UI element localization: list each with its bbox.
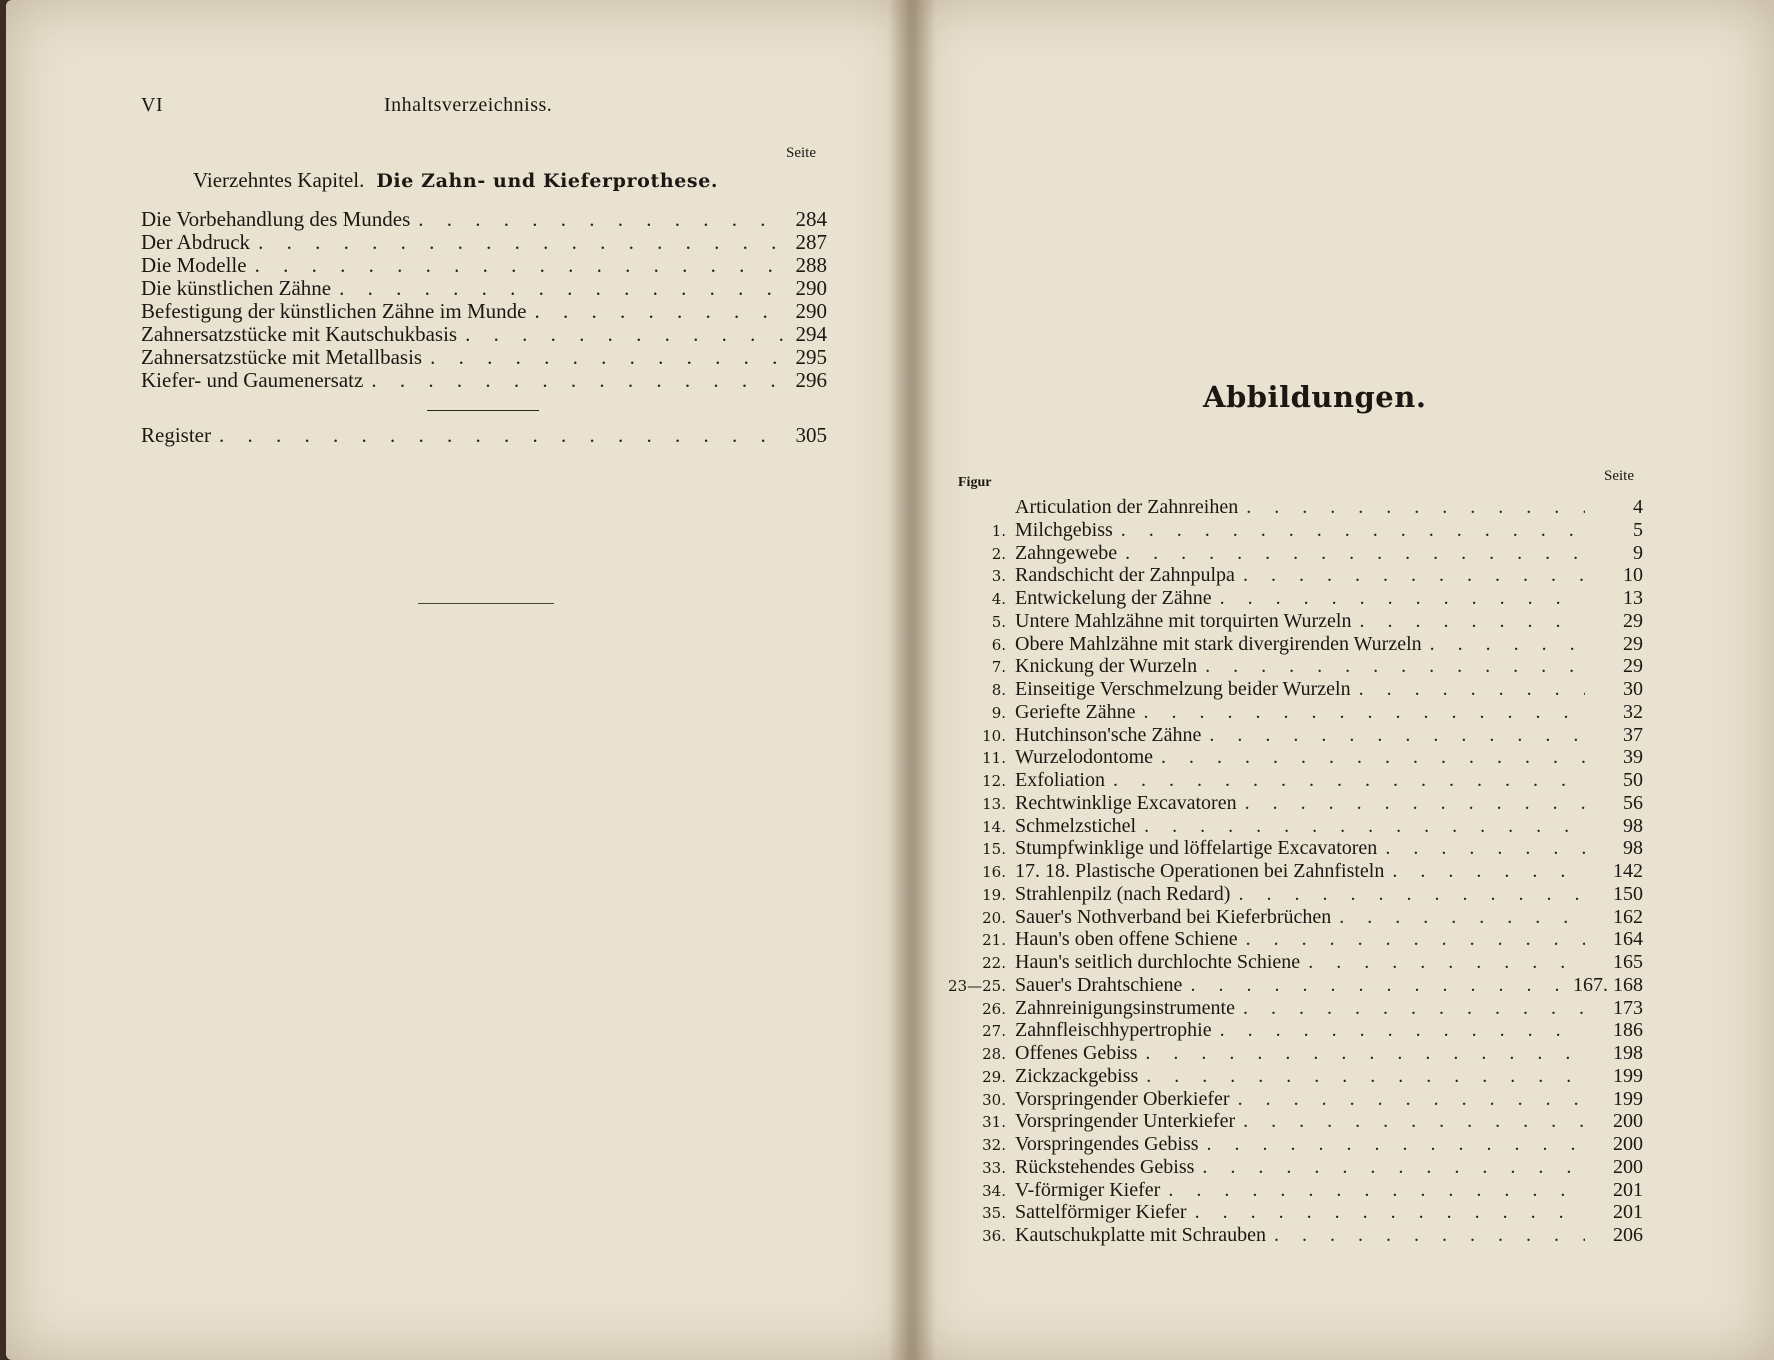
figure-page: 5	[1633, 518, 1643, 541]
register-entry[interactable]: Register . . . 305	[141, 424, 827, 447]
figure-number: 7.	[991, 658, 1006, 677]
figure-number: 15.	[982, 840, 1006, 859]
figure-number: 31.	[982, 1113, 1006, 1132]
figure-number: 5.	[991, 612, 1006, 631]
figure-title: Vorspringender Oberkiefer	[1015, 1087, 1230, 1110]
figure-title: Obere Mahlzähne mit stark divergirenden Wurzeln	[1015, 632, 1422, 655]
figure-title: Strahlenpilz (nach Redard)	[1015, 882, 1231, 905]
figure-number: 2.	[991, 544, 1006, 563]
figure-entry[interactable]	[948, 928, 1643, 951]
figure-entry[interactable]	[948, 906, 1643, 929]
figure-page: 10	[1623, 564, 1643, 587]
figure-title: Stumpfwinklige und löffelartige Excavatoren	[1015, 837, 1378, 860]
figure-title: Wurzelodontome	[1015, 746, 1154, 769]
seite-label-right: Seite	[1604, 468, 1634, 484]
figure-entry[interactable]	[948, 678, 1643, 701]
figure-number: 28.	[982, 1045, 1006, 1063]
figure-entry[interactable]	[948, 542, 1643, 565]
figure-page: 199	[1613, 1087, 1643, 1110]
figure-entry[interactable]	[948, 1179, 1643, 1202]
figure-title: Vorspringender Unterkiefer	[1015, 1110, 1236, 1133]
figure-entry[interactable]	[948, 610, 1643, 633]
figur-label: Figur	[958, 475, 992, 490]
figure-title: Zickzackgebiss	[1015, 1064, 1139, 1087]
book-gutter	[888, 0, 936, 1360]
chapter-label: Vierzehntes Kapitel.	[193, 168, 365, 192]
toc-list	[141, 208, 827, 392]
figure-number: 12.	[982, 772, 1006, 790]
figure-page: 29	[1623, 655, 1643, 678]
figure-number: 26.	[982, 999, 1006, 1018]
figure-entry[interactable]	[948, 1042, 1643, 1065]
figure-page: 199	[1613, 1064, 1643, 1087]
figure-title: Zahngewebe	[1015, 541, 1118, 564]
figure-number: 33.	[982, 1158, 1006, 1177]
toc-entry[interactable]: Zahnersatzstücke mit Metallbasis . . . 295	[141, 346, 827, 369]
figure-title: Exfoliation	[1015, 769, 1105, 791]
figure-title: Einseitige Verschmelzung beider Wurzeln	[1015, 678, 1351, 700]
chapter-title: Die Zahn- und Kieferprothese.	[376, 170, 719, 192]
figure-page: 200	[1613, 1155, 1643, 1178]
figure-title: Vorspringendes Gebiss	[1015, 1133, 1199, 1155]
toc-entry[interactable]: Befestigung der künstlichen Zähne im Munde . . . 290	[141, 300, 827, 323]
figure-entry[interactable]	[948, 1088, 1643, 1111]
figure-entry[interactable]	[948, 1019, 1643, 1042]
figure-page: 150	[1613, 882, 1643, 905]
figure-number: 30.	[982, 1090, 1006, 1109]
figure-number: 13.	[982, 794, 1006, 813]
figure-number: 3.	[991, 567, 1006, 586]
illustrations-title: Abbildungen.	[1203, 380, 1427, 414]
figure-number: 34.	[982, 1181, 1006, 1200]
figure-title: Geriefte Zähne	[1015, 700, 1136, 723]
figure-number: 9.	[991, 703, 1006, 722]
figure-page: 186	[1613, 1019, 1643, 1042]
figure-number: 22.	[982, 954, 1006, 972]
figure-page: 164	[1613, 928, 1643, 951]
figure-page: 206	[1613, 1224, 1643, 1246]
toc-entry[interactable]: Zahnersatzstücke mit Kautschukbasis . . . 294	[141, 323, 827, 346]
end-rule	[418, 603, 554, 604]
figure-entry[interactable]	[948, 997, 1643, 1020]
figure-list	[948, 496, 1643, 1247]
figure-title: Sattelförmiger Kiefer	[1015, 1201, 1187, 1224]
figure-entry[interactable]	[948, 883, 1643, 906]
figure-number: 27.	[982, 1022, 1006, 1041]
figure-page: 167. 168	[1573, 973, 1643, 996]
figure-page: 165	[1613, 951, 1643, 973]
register-entry-wrap	[141, 424, 827, 447]
figure-title: Entwickelung der Zähne	[1015, 587, 1212, 609]
figure-entry[interactable]	[948, 655, 1643, 678]
toc-entry[interactable]: Der Abdruck . . . 287	[141, 231, 827, 254]
figure-entry[interactable]	[948, 1156, 1643, 1179]
figure-page: 173	[1613, 996, 1643, 1019]
figure-entry[interactable]	[948, 1133, 1643, 1156]
figure-page: 30	[1623, 678, 1643, 700]
running-title: Inhaltsverzeichniss.	[384, 94, 553, 116]
figure-entry[interactable]	[948, 815, 1643, 838]
figure-number: 35.	[982, 1204, 1006, 1223]
figure-entry[interactable]	[948, 837, 1643, 860]
left-page	[6, 0, 912, 1360]
figure-number: 4.	[991, 590, 1006, 608]
figure-page: 29	[1623, 609, 1643, 632]
figure-page: 9	[1633, 541, 1643, 564]
figure-title: Haun's seitlich durchlochte Schiene	[1015, 951, 1301, 973]
figure-entry[interactable]	[948, 519, 1643, 542]
figure-entry[interactable]	[948, 974, 1643, 997]
figure-entry[interactable]	[948, 1224, 1643, 1247]
figure-entry[interactable]	[948, 1065, 1643, 1088]
figure-entry[interactable]	[948, 746, 1643, 769]
figure-title: Knickung der Wurzeln	[1015, 655, 1198, 678]
figure-title: Rückstehendes Gebiss	[1015, 1155, 1195, 1178]
figure-entry[interactable]	[948, 860, 1643, 883]
figure-number: 23—25.	[948, 976, 1006, 995]
seite-label-left: Seite	[786, 145, 816, 161]
figure-page: 39	[1623, 746, 1643, 769]
figure-title: Zahnfleischhypertrophie	[1015, 1019, 1212, 1042]
figure-entry[interactable]	[948, 701, 1643, 724]
figure-page: 98	[1623, 814, 1643, 837]
toc-entry[interactable]: Die Modelle . . . 288	[141, 254, 827, 277]
figure-page: 4	[1633, 496, 1643, 518]
figure-number: 14.	[982, 817, 1006, 836]
figure-number: 16.	[982, 863, 1006, 881]
figure-number: 19.	[982, 885, 1006, 904]
figure-number: 21.	[982, 931, 1006, 950]
figure-entry[interactable]	[948, 951, 1643, 974]
figure-title: Articulation der Zahnreihen	[1015, 496, 1239, 518]
figure-number: 10.	[982, 726, 1006, 745]
figure-entry[interactable]	[948, 724, 1643, 747]
figure-entry[interactable]	[948, 769, 1643, 792]
figure-entry[interactable]	[948, 496, 1643, 519]
figure-page: 201	[1613, 1178, 1643, 1201]
figure-number: 20.	[982, 908, 1006, 927]
figure-number: 29.	[982, 1067, 1006, 1086]
figure-title: Offenes Gebiss	[1015, 1042, 1138, 1064]
figure-page: 98	[1623, 837, 1643, 860]
figure-number: 32.	[982, 1136, 1006, 1154]
page-number: VI	[141, 94, 164, 116]
figure-page: 200	[1613, 1133, 1643, 1155]
figure-page: 56	[1623, 791, 1643, 814]
figure-title: Hutchinson'sche Zähne	[1015, 723, 1202, 746]
figure-title: Sauer's Drahtschiene	[1015, 973, 1183, 996]
figure-entry[interactable]	[948, 587, 1643, 610]
chapter-heading	[193, 168, 718, 193]
figure-title: Zahnreinigungsinstrumente	[1015, 996, 1235, 1019]
figure-page: 13	[1623, 587, 1643, 609]
figure-page: 37	[1623, 723, 1643, 746]
figure-entry[interactable]	[948, 792, 1643, 815]
figure-number: 1.	[991, 521, 1006, 540]
figure-entry[interactable]	[948, 1201, 1643, 1224]
figure-title: Randschicht der Zahnpulpa	[1015, 564, 1235, 587]
figure-title: 17. 18. Plastische Operationen bei Zahnfisteln	[1015, 860, 1385, 882]
figure-page: 50	[1623, 769, 1643, 791]
figure-number: 11.	[982, 749, 1006, 768]
figure-title: Rechtwinklige Excavatoren	[1015, 791, 1237, 814]
figure-page: 200	[1613, 1110, 1643, 1133]
figure-page: 201	[1613, 1201, 1643, 1224]
figure-title: Haun's oben offene Schiene	[1015, 928, 1238, 951]
toc-entry[interactable]: Die Vorbehandlung des Mundes . . . 284	[141, 208, 827, 231]
figure-title: Kautschukplatte mit Schrauben	[1015, 1224, 1267, 1246]
figure-title: V-förmiger Kiefer	[1015, 1178, 1161, 1201]
toc-entry[interactable]: Die künstlichen Zähne . . . 290	[141, 277, 827, 300]
figure-entry[interactable]	[948, 564, 1643, 587]
figure-title: Untere Mahlzähne mit torquirten Wurzeln	[1015, 609, 1352, 632]
figure-number: 8.	[991, 681, 1006, 699]
figure-entry[interactable]	[948, 633, 1643, 656]
figure-title: Schmelzstichel	[1015, 814, 1137, 837]
figure-entry[interactable]	[948, 1110, 1643, 1133]
figure-page: 198	[1613, 1042, 1643, 1064]
figure-number: 36.	[982, 1227, 1006, 1245]
figure-number: 6.	[991, 635, 1006, 654]
figure-title: Milchgebiss	[1015, 518, 1113, 541]
figure-page: 32	[1623, 700, 1643, 723]
section-rule	[427, 410, 539, 411]
toc-entry[interactable]: Kiefer- und Gaumenersatz . . . 296	[141, 369, 827, 392]
figure-page: 162	[1613, 905, 1643, 928]
figure-page: 29	[1623, 632, 1643, 655]
figure-page: 142	[1613, 860, 1643, 882]
figure-title: Sauer's Nothverband bei Kieferbrüchen	[1015, 905, 1332, 928]
